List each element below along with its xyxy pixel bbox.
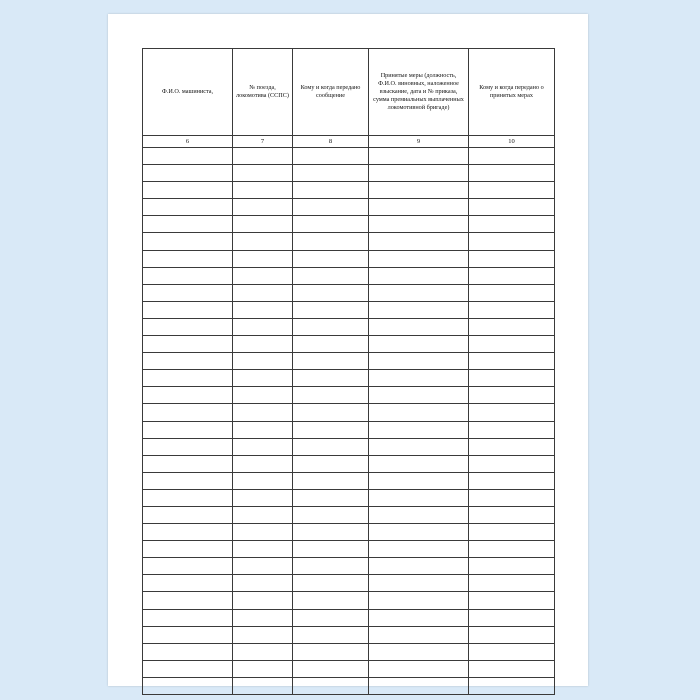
table-number-row	[143, 136, 555, 148]
table-cell[interactable]	[369, 489, 469, 506]
table-cell[interactable]	[293, 267, 369, 284]
table-cell[interactable]	[143, 626, 233, 643]
table-cell[interactable]	[233, 216, 293, 233]
table-cell[interactable]	[293, 318, 369, 335]
table-cell[interactable]	[233, 148, 293, 165]
table-row[interactable]	[143, 318, 555, 335]
table-cell[interactable]	[369, 370, 469, 387]
table-cell[interactable]	[233, 404, 293, 421]
table-cell[interactable]	[143, 284, 233, 301]
table-cell[interactable]	[143, 233, 233, 250]
table-row[interactable]	[143, 472, 555, 489]
table-cell[interactable]	[369, 301, 469, 318]
table-row[interactable]	[143, 301, 555, 318]
table-cell[interactable]	[469, 660, 555, 677]
table-cell[interactable]	[369, 353, 469, 370]
table-cell[interactable]	[469, 472, 555, 489]
table-cell[interactable]	[293, 199, 369, 216]
table-cell[interactable]	[233, 336, 293, 353]
table-cell[interactable]	[369, 233, 469, 250]
table-row[interactable]	[143, 284, 555, 301]
table-row[interactable]	[143, 165, 555, 182]
table-row[interactable]	[143, 267, 555, 284]
table-cell[interactable]	[469, 455, 555, 472]
table-cell[interactable]	[369, 541, 469, 558]
table-cell[interactable]	[369, 148, 469, 165]
table-cell[interactable]	[143, 370, 233, 387]
column-header-8-label: Кому и когда передано сообщение	[300, 83, 361, 99]
column-number-7: 7	[233, 136, 293, 148]
table-cell[interactable]	[369, 626, 469, 643]
table-cell[interactable]	[369, 421, 469, 438]
table-cell[interactable]	[233, 284, 293, 301]
column-header-7	[233, 49, 293, 136]
table-cell[interactable]	[233, 575, 293, 592]
table-cell[interactable]	[143, 301, 233, 318]
table-cell[interactable]	[469, 301, 555, 318]
table-cell[interactable]	[293, 524, 369, 541]
table-cell[interactable]	[233, 353, 293, 370]
table-cell[interactable]	[469, 284, 555, 301]
table-row[interactable]	[143, 626, 555, 643]
table-cell[interactable]	[369, 506, 469, 523]
table-cell[interactable]	[293, 301, 369, 318]
table-cell[interactable]	[143, 216, 233, 233]
table-cell[interactable]	[143, 387, 233, 404]
table-row[interactable]	[143, 677, 555, 694]
table-cell[interactable]	[369, 575, 469, 592]
table-row[interactable]	[143, 421, 555, 438]
table-cell[interactable]	[143, 660, 233, 677]
table-cell[interactable]	[293, 421, 369, 438]
table-row[interactable]	[143, 506, 555, 523]
table-cell[interactable]	[293, 643, 369, 660]
table-row[interactable]	[143, 216, 555, 233]
form-sheet	[142, 48, 554, 660]
table-cell[interactable]	[369, 250, 469, 267]
table-cell[interactable]	[143, 336, 233, 353]
table-cell[interactable]	[143, 318, 233, 335]
table-cell[interactable]	[369, 609, 469, 626]
table-cell[interactable]	[233, 165, 293, 182]
table-cell[interactable]	[293, 370, 369, 387]
table-cell[interactable]	[469, 575, 555, 592]
table-cell[interactable]	[233, 387, 293, 404]
table-cell[interactable]	[233, 660, 293, 677]
column-header-7-label: № поезда, локомотива (ССПС)	[236, 83, 289, 99]
table-cell[interactable]	[143, 353, 233, 370]
table-cell[interactable]	[233, 472, 293, 489]
table-cell[interactable]	[469, 643, 555, 660]
table-cell[interactable]	[369, 677, 469, 694]
table-cell[interactable]	[293, 182, 369, 199]
table-cell[interactable]	[469, 250, 555, 267]
table-row[interactable]	[143, 250, 555, 267]
table-row[interactable]	[143, 660, 555, 677]
column-header-10-label: Кому и когда передано о принятых мерах	[479, 83, 544, 99]
column-number-10: 10	[469, 136, 555, 148]
column-header-9-label: Принятые меры (должность, Ф.И.О. виновных, наложенное взыскание, дата и № приказа, сумма премиальных выплаченных локомотивной бригаде)	[373, 71, 464, 112]
table-cell[interactable]	[233, 182, 293, 199]
table-cell[interactable]	[293, 233, 369, 250]
table-cell[interactable]	[369, 387, 469, 404]
table-cell[interactable]	[293, 148, 369, 165]
table-cell[interactable]	[369, 472, 469, 489]
table-cell[interactable]	[293, 660, 369, 677]
table-cell[interactable]	[233, 421, 293, 438]
table-cell[interactable]	[143, 165, 233, 182]
table-cell[interactable]	[293, 438, 369, 455]
table-cell[interactable]	[233, 506, 293, 523]
table-cell[interactable]	[293, 472, 369, 489]
table-cell[interactable]	[233, 643, 293, 660]
table-cell[interactable]	[143, 677, 233, 694]
column-number-8: 8	[293, 136, 369, 148]
column-header-9	[369, 49, 469, 136]
table-row[interactable]	[143, 438, 555, 455]
table-body	[143, 148, 555, 695]
table-cell[interactable]	[469, 524, 555, 541]
table-cell[interactable]	[293, 336, 369, 353]
table-cell[interactable]	[469, 421, 555, 438]
table-cell[interactable]	[369, 284, 469, 301]
table-cell[interactable]	[469, 592, 555, 609]
table-cell[interactable]	[143, 472, 233, 489]
table-cell[interactable]	[293, 489, 369, 506]
table-cell[interactable]	[293, 506, 369, 523]
table-cell[interactable]	[233, 455, 293, 472]
table-cell[interactable]	[293, 216, 369, 233]
table-row[interactable]	[143, 575, 555, 592]
table-cell[interactable]	[469, 165, 555, 182]
table-row[interactable]	[143, 182, 555, 199]
document-page	[108, 14, 588, 686]
table-cell[interactable]	[469, 541, 555, 558]
table-row[interactable]	[143, 592, 555, 609]
table-cell[interactable]	[369, 216, 469, 233]
table-cell[interactable]	[233, 558, 293, 575]
column-header-8	[293, 49, 369, 136]
table-row[interactable]	[143, 353, 555, 370]
table-cell[interactable]	[233, 318, 293, 335]
table-row[interactable]	[143, 199, 555, 216]
table-cell[interactable]	[469, 148, 555, 165]
column-number-9: 9	[369, 136, 469, 148]
table-cell[interactable]	[293, 455, 369, 472]
table-cell[interactable]	[293, 541, 369, 558]
table-cell[interactable]	[293, 353, 369, 370]
table-cell[interactable]	[293, 165, 369, 182]
table-cell[interactable]	[369, 660, 469, 677]
table-cell[interactable]	[469, 370, 555, 387]
table-cell[interactable]	[143, 609, 233, 626]
table-cell[interactable]	[143, 506, 233, 523]
table-cell[interactable]	[233, 609, 293, 626]
table-cell[interactable]	[293, 626, 369, 643]
table-row[interactable]	[143, 455, 555, 472]
table-cell[interactable]	[369, 438, 469, 455]
table-cell[interactable]	[233, 489, 293, 506]
table-header-row	[143, 49, 555, 136]
table-cell[interactable]	[233, 524, 293, 541]
form-table	[142, 48, 555, 695]
table-cell[interactable]	[143, 524, 233, 541]
table-cell[interactable]	[143, 643, 233, 660]
table-cell[interactable]	[143, 575, 233, 592]
table-cell[interactable]	[369, 592, 469, 609]
table-cell[interactable]	[233, 199, 293, 216]
table-cell[interactable]	[469, 489, 555, 506]
table-cell[interactable]	[469, 336, 555, 353]
table-cell[interactable]	[469, 677, 555, 694]
table-cell[interactable]	[143, 182, 233, 199]
table-cell[interactable]	[369, 267, 469, 284]
table-cell[interactable]	[143, 438, 233, 455]
table-cell[interactable]	[469, 506, 555, 523]
table-row[interactable]	[143, 609, 555, 626]
table-cell[interactable]	[233, 626, 293, 643]
table-cell[interactable]	[143, 199, 233, 216]
table-row[interactable]	[143, 489, 555, 506]
table-cell[interactable]	[469, 404, 555, 421]
table-row[interactable]	[143, 404, 555, 421]
table-cell[interactable]	[293, 404, 369, 421]
table-cell[interactable]	[233, 233, 293, 250]
table-cell[interactable]	[369, 558, 469, 575]
table-cell[interactable]	[293, 677, 369, 694]
table-cell[interactable]	[233, 438, 293, 455]
table-cell[interactable]	[293, 575, 369, 592]
table-cell[interactable]	[469, 267, 555, 284]
table-row[interactable]	[143, 643, 555, 660]
table-cell[interactable]	[143, 250, 233, 267]
table-cell[interactable]	[469, 609, 555, 626]
table-cell[interactable]	[293, 284, 369, 301]
table-cell[interactable]	[143, 489, 233, 506]
table-cell[interactable]	[469, 626, 555, 643]
table-cell[interactable]	[233, 541, 293, 558]
table-cell[interactable]	[233, 301, 293, 318]
table-cell[interactable]	[233, 592, 293, 609]
table-cell[interactable]	[369, 199, 469, 216]
table-cell[interactable]	[293, 592, 369, 609]
table-cell[interactable]	[143, 421, 233, 438]
table-cell[interactable]	[369, 524, 469, 541]
table-row[interactable]	[143, 524, 555, 541]
table-cell[interactable]	[293, 250, 369, 267]
table-cell[interactable]	[293, 558, 369, 575]
column-number-6: 6	[143, 136, 233, 148]
table-cell[interactable]	[233, 677, 293, 694]
table-cell[interactable]	[369, 165, 469, 182]
table-cell[interactable]	[469, 182, 555, 199]
table-cell[interactable]	[143, 267, 233, 284]
table-cell[interactable]	[369, 643, 469, 660]
table-cell[interactable]	[143, 558, 233, 575]
table-cell[interactable]	[469, 199, 555, 216]
table-cell[interactable]	[469, 318, 555, 335]
table-row[interactable]	[143, 387, 555, 404]
column-header-6-label: Ф.И.О. машиниста,	[161, 87, 214, 95]
table-cell[interactable]	[233, 370, 293, 387]
table-row[interactable]	[143, 233, 555, 250]
table-cell[interactable]	[469, 353, 555, 370]
table-cell[interactable]	[369, 404, 469, 421]
table-cell[interactable]	[143, 148, 233, 165]
table-cell[interactable]	[369, 182, 469, 199]
column-header-10	[469, 49, 555, 136]
table-cell[interactable]	[143, 541, 233, 558]
table-cell[interactable]	[369, 455, 469, 472]
table-cell[interactable]	[469, 558, 555, 575]
table-cell[interactable]	[369, 336, 469, 353]
table-row[interactable]	[143, 558, 555, 575]
table-cell[interactable]	[293, 609, 369, 626]
table-row[interactable]	[143, 370, 555, 387]
table-cell[interactable]	[233, 267, 293, 284]
table-cell[interactable]	[469, 438, 555, 455]
table-cell[interactable]	[143, 404, 233, 421]
table-cell[interactable]	[469, 233, 555, 250]
table-cell[interactable]	[143, 592, 233, 609]
table-cell[interactable]	[293, 387, 369, 404]
table-row[interactable]	[143, 148, 555, 165]
table-cell[interactable]	[233, 250, 293, 267]
table-cell[interactable]	[369, 318, 469, 335]
table-row[interactable]	[143, 336, 555, 353]
column-header-6	[143, 49, 233, 136]
table-cell[interactable]	[469, 216, 555, 233]
table-row[interactable]	[143, 541, 555, 558]
table-cell[interactable]	[143, 455, 233, 472]
table-cell[interactable]	[469, 387, 555, 404]
